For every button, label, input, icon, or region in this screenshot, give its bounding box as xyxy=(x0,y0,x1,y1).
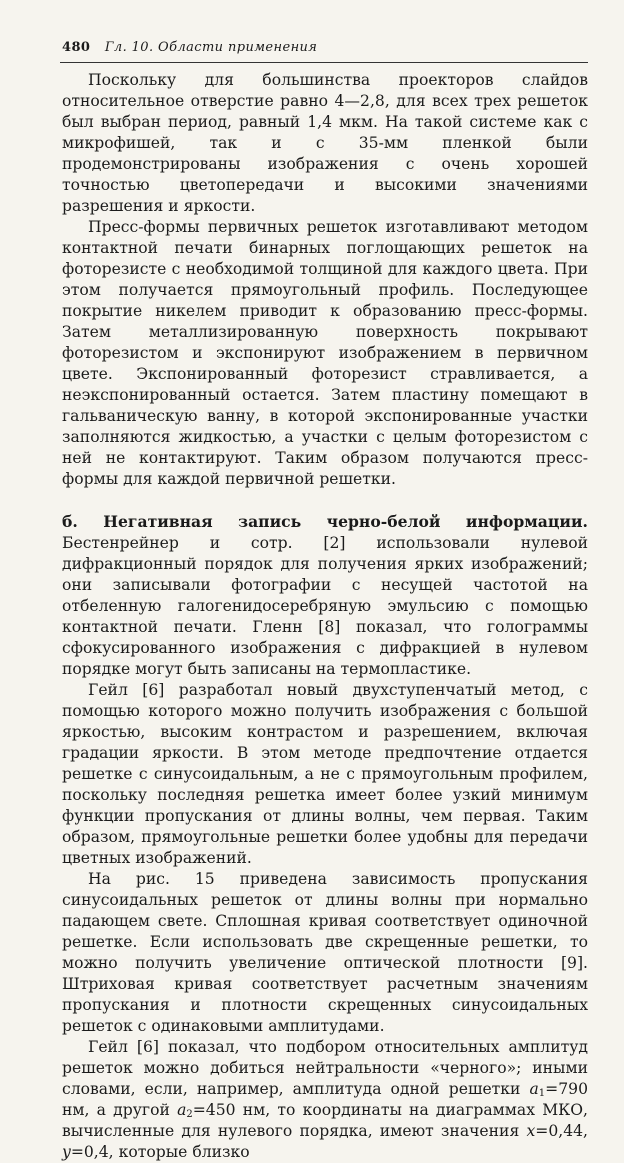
paragraph-6 xyxy=(62,1037,588,1163)
paragraph-5: На рис. 15 приведена зависимость пропускания синусоидальных решеток от длины волны при нормально падающем свете. Сплошная кривая соответствует одиночной решетке. Если использовать две скрещенные решетки, то можно получить увеличение оптической плотности [9]. Штриховая кривая соответствует расчетным значениям пропускания и плотности скрещенных синусоидальных решеток с одинаковыми амплитудами. xyxy=(62,870,588,1035)
var-y: y xyxy=(62,1143,71,1161)
paragraph-2: Пресс-формы первичных решеток изготавливают методом контактной печати бинарных поглощающих решеток на фоторезисте с необходимой толщиной для каждого цвета. При этом получается прямоугольный профиль. Последующее покрытие никелем приводит к образованию пресс-формы. Затем металлизированную поверхность покрывают фоторезистом и экспонируют изображением в первичном цвете. Экспонированный фоторезист стравливается, а неэкспонированный остается. Затем пластину помещают в гальваническую ванну, в которой экспонированные участки заполняются жидкостью, а участки с целым фоторезистом с ней не контактируют. Таким образом получаются пресс-формы для каждой первичной решетки. xyxy=(62,218,588,488)
var-a1: a xyxy=(529,1080,539,1098)
paragraph-3 xyxy=(62,511,588,680)
page-number: 480 xyxy=(62,40,91,55)
paragraph-3-text: Бестенрейнер и сотр. [2] использовали нулевой дифракционный порядок для получения ярких изображений; они записывали фотографии с несущей частотой на отбеленную галогенидосеребряную эмульсию с помощью контактной печати. Гленн [8] показал, что голограммы сфокусированного изображения с дифракцией в нулевом порядке могут быть записаны на термопластике. xyxy=(62,534,588,678)
paragraph-6-part-d: =0,44, xyxy=(535,1122,588,1140)
page-body xyxy=(62,70,588,1163)
sub-2: 2 xyxy=(186,1109,193,1120)
page-header xyxy=(62,40,317,55)
var-a2: a xyxy=(177,1101,187,1119)
paragraph-6-part-a: Гейл [6] показал, что подбором относительных амплитуд решеток можно добиться нейтральности «черного»; иными словами, если, например, амплитуда одной решетки xyxy=(62,1038,588,1098)
paragraph-6-part-b: =790 нм, а другой xyxy=(62,1080,588,1119)
running-title: Гл. 10. Области применения xyxy=(104,40,318,55)
paragraph-6-part-e: =0,4, которые близко xyxy=(70,1143,250,1161)
paragraph-6-part-c: =450 нм, то координаты на диаграммах МКО, вычисленные для нулевого порядка, имеют значения xyxy=(62,1101,588,1140)
sub-1: 1 xyxy=(538,1088,546,1099)
paragraph-1: Поскольку для большинства проекторов слайдов относительное отверстие равно 4—2,8, для всех трех решеток был выбран период, равный 1,4 мкм. На такой системе как с микрофишей, так и с 35-мм пленкой были продемонстрированы изображения с очень хорошей точностью цветопередачи и высокими значениями разрешения и яркости. xyxy=(62,71,588,215)
var-x: x xyxy=(526,1122,536,1140)
section-heading: б. Негативная запись черно-белой информации. xyxy=(62,512,588,531)
paragraph-4: Гейл [6] разработал новый двухступенчатый метод, с помощью которого можно получить изображения с большой яркостью, высоким контрастом и разрешением, включая градации яркости. В этом методе предпочтение отдается решетке с синусоидальным, а не с прямоугольным профилем, поскольку последняя решетка имеет более узкий минимум функции пропускания от длины волны, чем первая. Таким образом, прямоугольные решетки более удобны для передачи цветных изображений. xyxy=(62,681,588,867)
header-rule xyxy=(60,62,588,63)
